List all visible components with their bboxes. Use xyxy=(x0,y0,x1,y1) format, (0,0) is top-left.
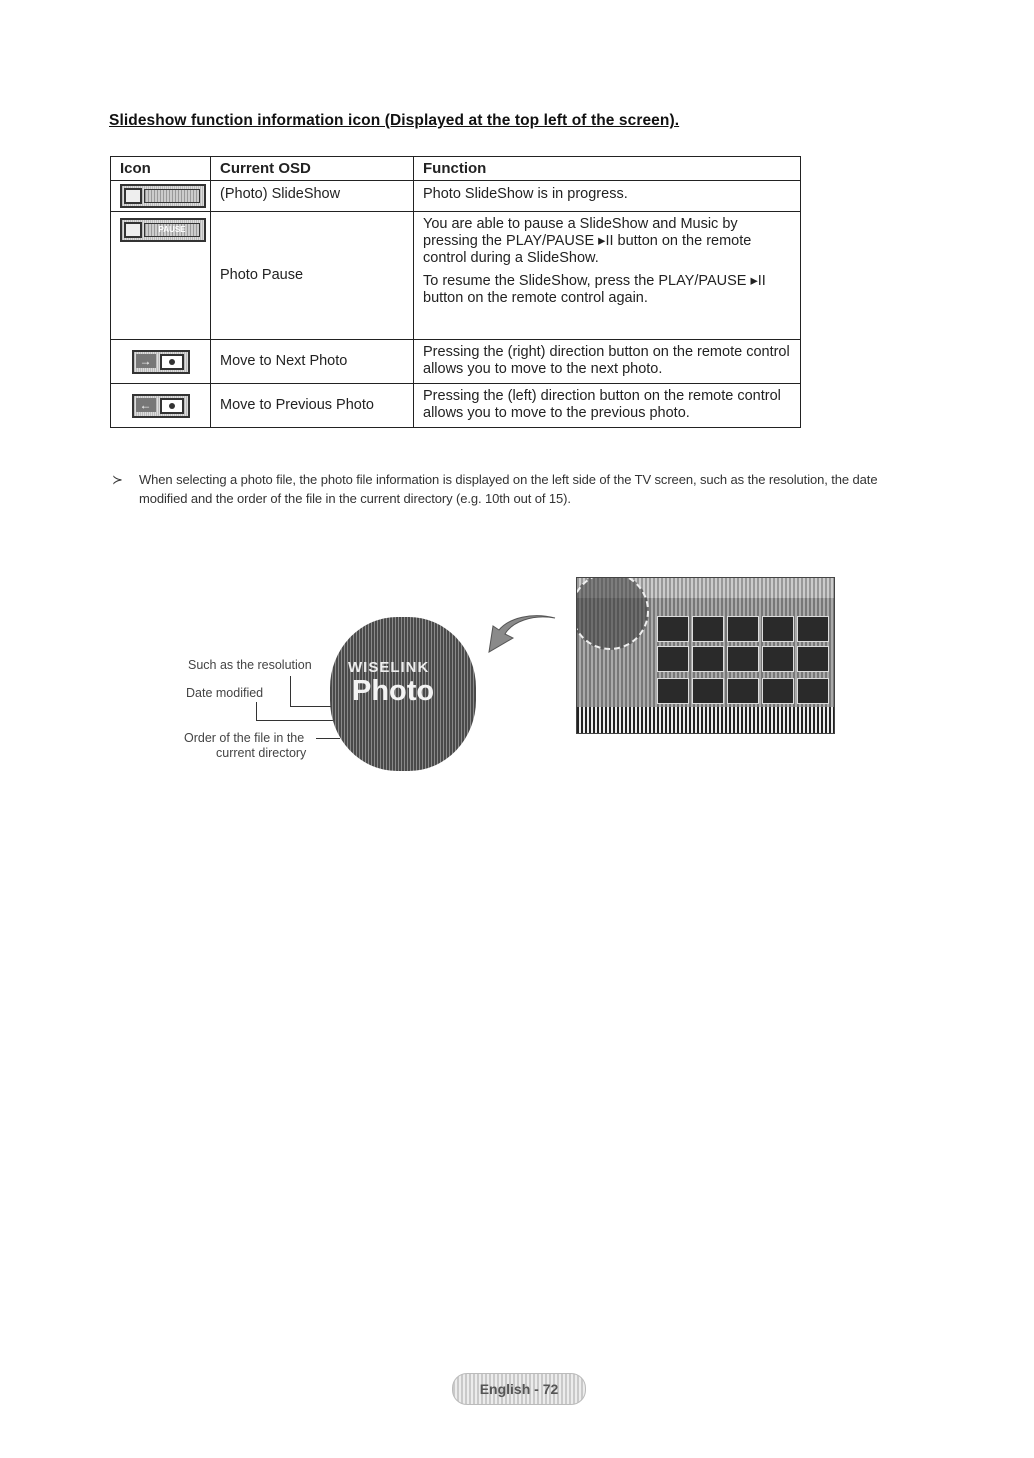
leader-line xyxy=(256,720,340,721)
function-cell xyxy=(414,340,801,384)
header-osd: Current OSD xyxy=(211,157,414,181)
previous-photo-icon: ← xyxy=(132,394,190,418)
osd-cell: Move to Next Photo xyxy=(211,340,414,384)
table-row xyxy=(111,340,801,384)
curved-arrow-icon xyxy=(487,612,557,658)
function-text: Photo SlideShow is in progress. xyxy=(423,186,628,202)
highlight-ring xyxy=(576,577,649,650)
leader-line xyxy=(290,676,291,706)
function-cell xyxy=(414,212,801,340)
photo-thumbnail xyxy=(692,616,724,642)
photo-osd-zoom xyxy=(330,617,476,771)
photo-thumbnail xyxy=(692,646,724,672)
table-header-row xyxy=(111,157,801,181)
table-row xyxy=(111,212,801,340)
photo-thumbnail xyxy=(797,616,829,642)
function-text: To resume the SlideShow, press the PLAY/PAUSE ▸II button on the remote control again. xyxy=(423,273,766,306)
note-text: When selecting a photo file, the photo file information is displayed on the left side of the TV screen, such as the resolution, the date modified and the order of the file in the current directory (e.g. 10th out of 15). xyxy=(139,472,878,506)
photo-thumbnail xyxy=(727,616,759,642)
info-table xyxy=(110,156,801,428)
page-number: English - 72 xyxy=(452,1373,586,1405)
leader-line xyxy=(316,738,340,739)
icon-cell xyxy=(111,212,211,340)
slideshow-osd-icon xyxy=(120,184,206,208)
table-row xyxy=(111,181,801,212)
pause-osd-icon: PAUSE xyxy=(120,218,206,242)
screen-footer xyxy=(577,707,834,733)
leader-line xyxy=(256,702,257,720)
photo-thumbnail xyxy=(657,616,689,642)
label-date-modified: Date modified xyxy=(186,686,264,700)
note-icon: ≻ xyxy=(112,472,123,487)
function-cell xyxy=(414,181,801,212)
icon-cell xyxy=(111,384,211,428)
function-text: Pressing the (right) direction button on the remote control allows you to move to the next photo. xyxy=(423,344,790,377)
photo-title: Photo xyxy=(352,675,435,707)
photo-thumbnail xyxy=(797,646,829,672)
photo-thumbnail xyxy=(692,678,724,704)
tv-screen-thumbnail xyxy=(576,577,835,734)
section-heading: Slideshow function information icon (Displayed at the top left of the screen). xyxy=(109,112,680,129)
photo-thumbnail xyxy=(657,678,689,704)
photo-thumbnail xyxy=(797,678,829,704)
icon-cell xyxy=(111,181,211,212)
photo-thumbnail xyxy=(727,646,759,672)
header-function: Function xyxy=(414,157,801,181)
label-order: Order of the file in the xyxy=(184,731,305,745)
function-cell xyxy=(414,384,801,428)
osd-cell: Photo Pause xyxy=(211,212,414,340)
photo-thumbnail xyxy=(727,678,759,704)
header-icon: Icon xyxy=(111,157,211,181)
function-text: Pressing the (left) direction button on the remote control allows you to move to the previous photo. xyxy=(423,388,781,421)
next-photo-icon: → xyxy=(132,350,190,374)
photo-thumbnail xyxy=(657,646,689,672)
wiselink-logo: WISELINK xyxy=(348,659,430,676)
photo-thumbnail xyxy=(762,616,794,642)
table-row xyxy=(111,384,801,428)
photo-thumbnail xyxy=(762,646,794,672)
label-order-cont: current directory xyxy=(216,746,307,760)
osd-cell: Move to Previous Photo xyxy=(211,384,414,428)
osd-cell: (Photo) SlideShow xyxy=(211,181,414,212)
label-resolution: Such as the resolution xyxy=(188,658,312,672)
photo-thumbnail xyxy=(762,678,794,704)
function-text: You are able to pause a SlideShow and Music by pressing the PLAY/PAUSE ▸II button on the remote control during a SlideShow. xyxy=(423,216,752,266)
icon-cell xyxy=(111,340,211,384)
